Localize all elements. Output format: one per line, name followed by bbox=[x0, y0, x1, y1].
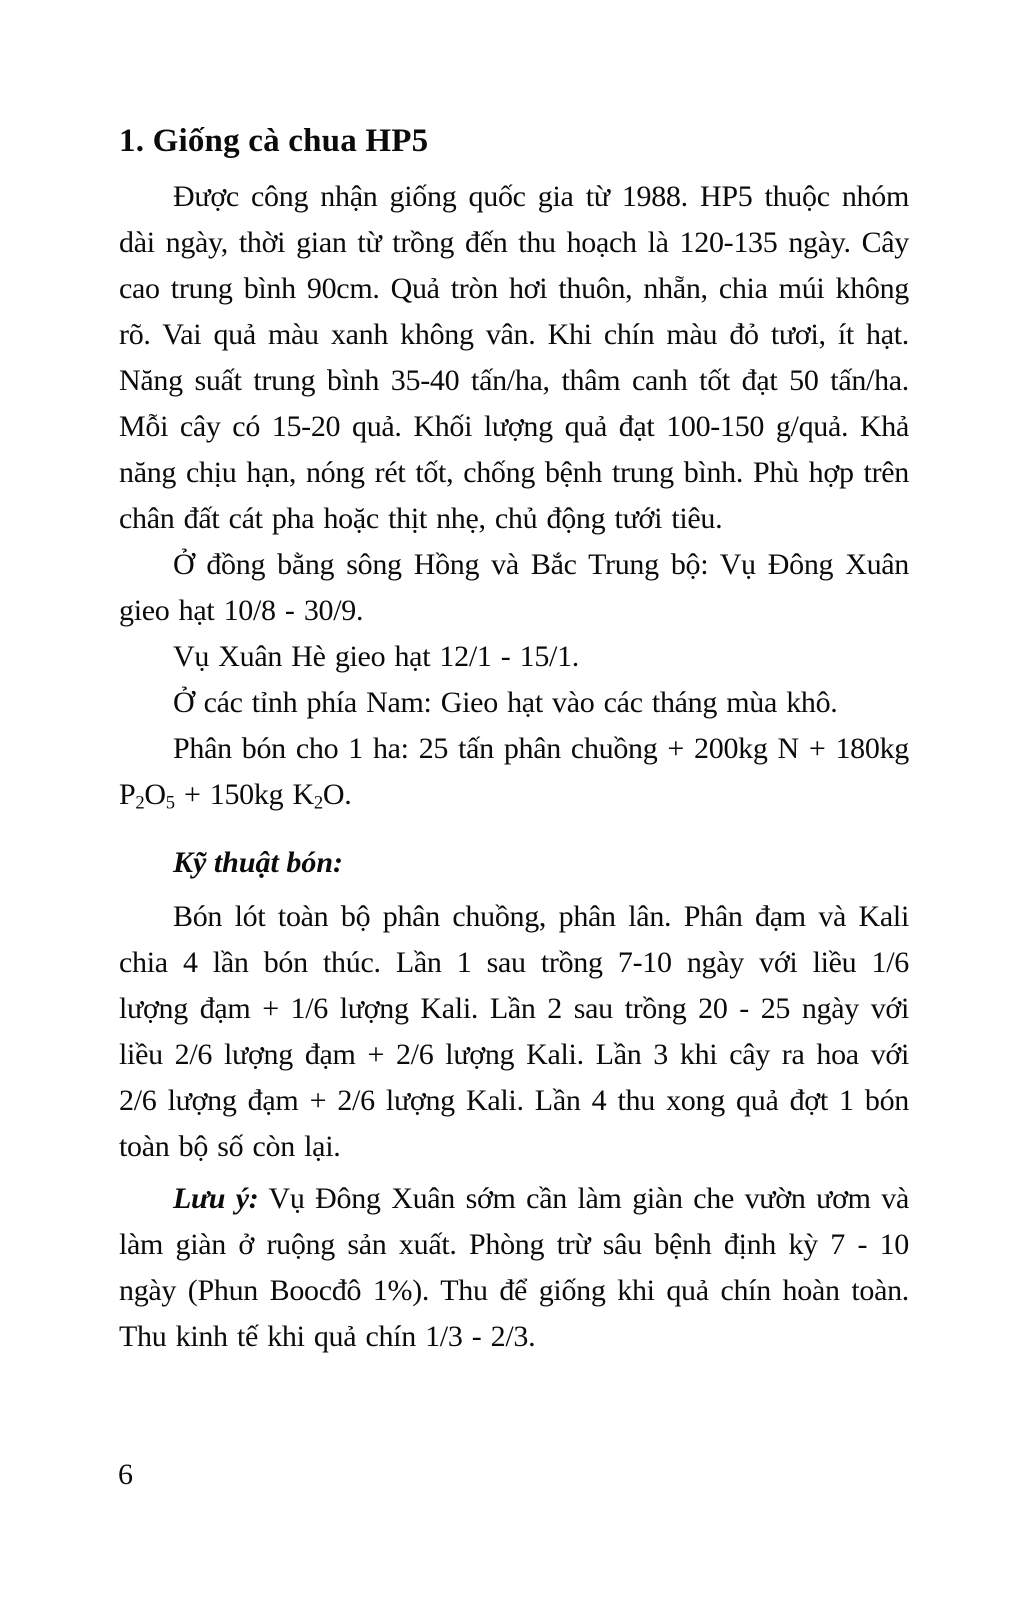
section-title: 1. Giống cà chua HP5 bbox=[119, 123, 429, 159]
note-text: Vụ Đông Xuân sớm cần làm giàn che vườn ươm và làm giàn ở ruộng sản xuất. Phòng trừ sâu bệnh định kỳ 7 - 10 ngày (Phun Boocđô 1%). Thu để giống khi quả chín hoàn toàn. Thu kinh tế khi quả chín 1/3 - 2/3. bbox=[119, 1182, 909, 1353]
book-page bbox=[119, 118, 909, 1360]
chemical-subscript: 2 bbox=[313, 792, 323, 814]
paragraph-south-sowing: Ở các tỉnh phía Nam: Gieo hạt vào các tháng mùa khô. bbox=[173, 686, 838, 719]
fertilizer-text-segment: O. bbox=[322, 778, 352, 811]
paragraph-variety-description: Được công nhận giống quốc gia từ 1988. HP5 thuộc nhóm dài ngày, thời gian từ trồng đến thu hoạch là 120-135 ngày. Cây cao trung bình 90cm. Quả tròn hơi thuôn, nhẵn, chia múi không rõ. Vai quả màu xanh không vân. Khi chín màu đỏ tươi, ít hạt. Năng suất trung bình 35-40 tấn/ha, thâm canh tốt đạt 50 tấn/ha. Mỗi cây có 15-20 quả. Khối lượng quả đạt 100-150 g/quả. Khả năng chịu hạn, nóng rét tốt, chống bệnh trung bình. Phù hợp trên chân đất cát pha hoặc thịt nhẹ, chủ động tưới tiêu. bbox=[119, 180, 909, 535]
page-number: 6 bbox=[118, 1458, 133, 1491]
note-label: Lưu ý: bbox=[173, 1182, 259, 1215]
paragraph-fertilizing-technique: Bón lót toàn bộ phân chuồng, phân lân. Phân đạm và Kali chia 4 lần bón thúc. Lần 1 sau trồng 7-10 ngày với liều 1/6 lượng đạm + 1/6 lượng Kali. Lần 2 sau trồng 20 - 25 ngày với liều 2/6 lượng đạm + 2/6 lượng Kali. Lần 3 khi cây ra hoa với 2/6 lượng đạm + 2/6 lượng Kali. Lần 4 thu xong quả đợt 1 bón toàn bộ số còn lại. bbox=[119, 900, 909, 1163]
paragraph-spring-summer-sowing: Vụ Xuân Hè gieo hạt 12/1 - 15/1. bbox=[173, 640, 579, 673]
subsection-heading-fertilizing-technique: Kỹ thuật bón: bbox=[173, 846, 344, 879]
chemical-subscript: 2 bbox=[135, 792, 145, 814]
fertilizer-text-segment: Phân bón cho 1 ha: 25 tấn phân chuồng + 200kg N + 180kg P bbox=[119, 732, 909, 811]
paragraph-fertilizer-formula bbox=[119, 726, 909, 818]
fertilizer-text-segment: + 150kg K bbox=[174, 778, 314, 811]
paragraph-note bbox=[119, 1176, 909, 1360]
chemical-subscript: 5 bbox=[165, 792, 175, 814]
fertilizer-text-segment: O bbox=[144, 778, 166, 811]
paragraph-north-sowing-season: Ở đồng bằng sông Hồng và Bắc Trung bộ: Vụ Đông Xuân gieo hạt 10/8 - 30/9. bbox=[119, 548, 909, 627]
